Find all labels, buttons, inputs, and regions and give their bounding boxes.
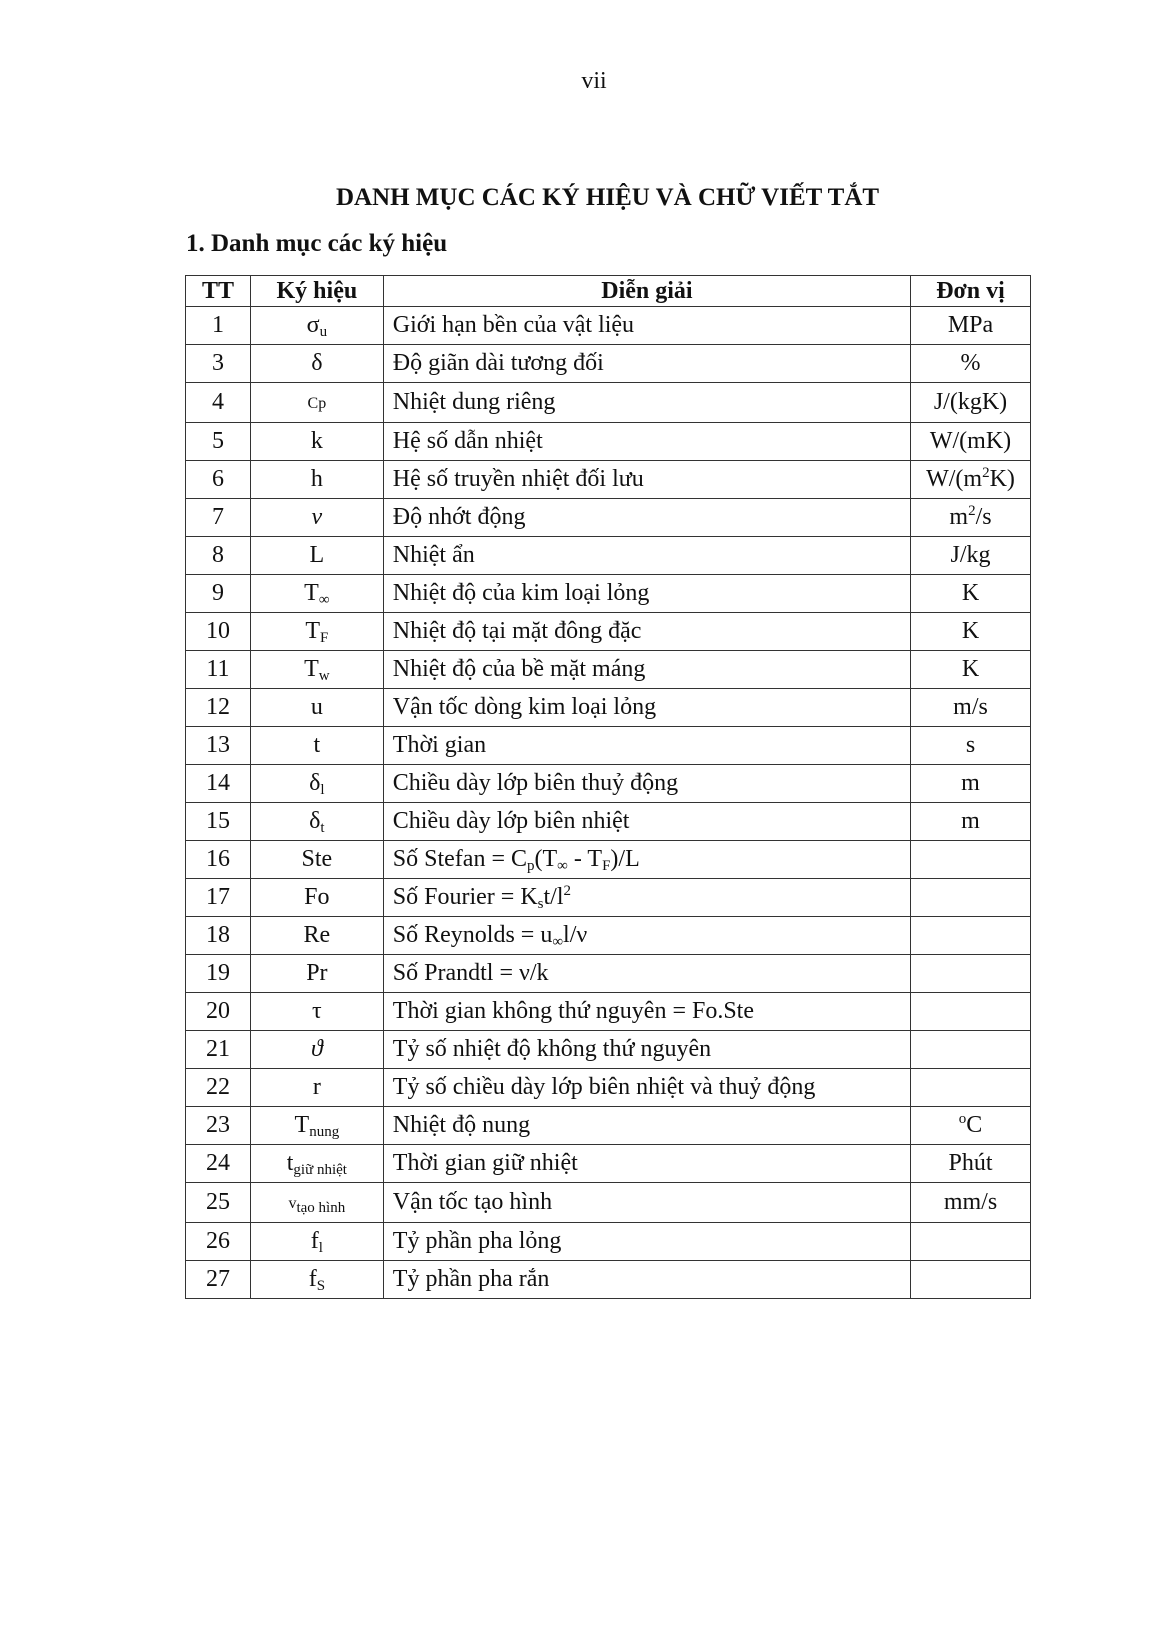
page-number: vii [581,68,607,94]
text-part: T [304,656,319,682]
cell-symbol [250,765,383,803]
table-row [186,307,1031,345]
text-part: Thời gian giữ nhiệt [392,1150,578,1176]
text-part: Chiều dày lớp biên thuỷ động [392,770,679,796]
table-row [186,955,1031,993]
table-row [186,345,1031,383]
subscript: tạo hình [296,1200,346,1216]
subscript: t [320,820,325,836]
cell-description [383,575,910,613]
cell-unit [911,345,1031,383]
text-part: Số Stefan = C [392,846,527,872]
text-part: Nhiệt độ của bề mặt máng [392,656,646,682]
text-part: k [310,428,323,454]
cell-description [383,1107,910,1145]
text-part: Fo [304,884,330,910]
subscript: F [602,858,611,874]
cell-unit [911,803,1031,841]
cell-unit [911,993,1031,1031]
subscript: s [537,896,544,912]
header-tt: TT [186,276,251,307]
table-row [186,689,1031,727]
cell-symbol [250,499,383,537]
cell-description [383,1223,910,1261]
cell-description [383,917,910,955]
cell-symbol [250,955,383,993]
cell-description [383,765,910,803]
text-part: C [966,1112,983,1138]
table-row [186,1223,1031,1261]
cell-tt: 27 [186,1261,251,1299]
table-row [186,651,1031,689]
text-part: /s [975,504,992,530]
table-row [186,1031,1031,1069]
text-part: Nhiệt độ nung [392,1112,531,1138]
text-part: J/(kgK) [933,389,1008,415]
subscript: nung [309,1124,340,1140]
cell-unit [911,727,1031,765]
text-part: Pr [306,960,328,986]
cell-unit [911,765,1031,803]
superscript: 2 [563,883,572,899]
text-part: T [304,580,319,606]
cell-symbol [250,613,383,651]
cell-symbol [250,1031,383,1069]
cell-symbol [250,841,383,879]
table-header-row [186,276,1031,307]
section-heading: 1. Danh mục các ký hiệu [186,230,448,257]
cell-tt: 24 [186,1145,251,1183]
table-row [186,879,1031,917]
cell-tt: 11 [186,651,251,689]
cell-description [383,423,910,461]
text-part: Cp [307,395,327,412]
text-part: T [294,1112,310,1138]
text-part: Chiều dày lớp biên nhiệt [392,808,630,834]
text-part: (T [534,846,558,872]
header-description: Diễn giải [383,276,910,307]
cell-unit [911,1223,1031,1261]
cell-description [383,803,910,841]
table-row [186,1069,1031,1107]
text-part: t/l [543,884,564,910]
table-row [186,917,1031,955]
table-row [186,841,1031,879]
subscript: p [526,858,535,874]
table-row [186,575,1031,613]
text-part: W/(m [926,466,983,492]
cell-unit [911,1145,1031,1183]
cell-symbol [250,993,383,1031]
table-row [186,1145,1031,1183]
cell-symbol [250,345,383,383]
text-part: K [961,618,980,644]
text-part: Nhiệt độ tại mặt đông đặc [392,618,642,644]
cell-description [383,993,910,1031]
superscript: o [958,1111,967,1127]
text-part: J/kg [950,542,991,568]
text-part: ν [311,504,323,530]
cell-description [383,841,910,879]
table-row [186,1107,1031,1145]
text-part: l/ν [563,922,588,948]
cell-unit [911,537,1031,575]
cell-description [383,383,910,423]
cell-unit [911,955,1031,993]
text-part: Vận tốc tạo hình [392,1189,553,1215]
page-title: DANH MỤC CÁC KÝ HIỆU VÀ CHỮ VIẾT TẮT [335,184,880,211]
cell-tt: 17 [186,879,251,917]
text-part: Tỷ số nhiệt độ không thứ nguyên [392,1036,712,1062]
cell-tt: 12 [186,689,251,727]
table-row [186,461,1031,499]
cell-tt: 22 [186,1069,251,1107]
text-part: Thời gian không thứ nguyên = Fo.Ste [392,998,754,1024]
cell-symbol [250,879,383,917]
cell-tt: 19 [186,955,251,993]
text-part: Nhiệt độ của kim loại lỏng [392,580,650,606]
cell-symbol [250,307,383,345]
cell-symbol [250,1069,383,1107]
table-row [186,499,1031,537]
text-part: t [286,1150,294,1176]
cell-symbol [250,689,383,727]
cell-symbol [250,461,383,499]
cell-tt: 21 [186,1031,251,1069]
cell-description [383,1261,910,1299]
text-part: Vận tốc dòng kim loại lỏng [392,694,657,720]
text-part: u [310,694,323,720]
text-part: Số Prandtl = ν/k [392,960,549,986]
cell-tt: 7 [186,499,251,537]
text-part: r [312,1074,321,1100]
cell-tt: 5 [186,423,251,461]
cell-symbol [250,803,383,841]
cell-unit [911,423,1031,461]
text-part: h [310,466,323,492]
cell-tt: 16 [186,841,251,879]
cell-unit [911,383,1031,423]
text-part: δ [311,350,323,376]
text-part: Tỷ số chiều dày lớp biên nhiệt và thuỷ động [392,1074,816,1100]
subscript: ∞ [318,592,330,608]
cell-unit [911,1183,1031,1223]
cell-symbol [250,1107,383,1145]
cell-tt: 1 [186,307,251,345]
cell-unit [911,307,1031,345]
subscript: S [316,1278,326,1294]
text-part: T [305,618,321,644]
cell-description [383,461,910,499]
text-part: mm/s [943,1189,998,1215]
cell-description [383,955,910,993]
text-part: MPa [947,312,994,338]
cell-description [383,689,910,727]
header-symbol: Ký hiệu [250,276,383,307]
cell-symbol [250,1183,383,1223]
text-part: Hệ số dẫn nhiệt [392,428,543,454]
cell-symbol [250,917,383,955]
cell-tt: 15 [186,803,251,841]
cell-symbol [250,651,383,689]
subscript: F [320,630,329,646]
cell-symbol [250,383,383,423]
text-part: Re [303,922,331,948]
cell-unit [911,917,1031,955]
table-row [186,383,1031,423]
cell-unit [911,1107,1031,1145]
table-row [186,765,1031,803]
text-part: Số Reynolds = u [392,922,553,948]
cell-tt: 4 [186,383,251,423]
text-part: W/(mK) [929,428,1012,454]
cell-unit [911,613,1031,651]
text-part: τ [312,998,322,1024]
text-part: - T [567,846,603,872]
cell-tt: 25 [186,1183,251,1223]
text-part: )/L [610,846,640,872]
subscript: u [319,324,328,340]
cell-description [383,651,910,689]
text-part: K [961,580,980,606]
cell-tt: 26 [186,1223,251,1261]
cell-tt: 20 [186,993,251,1031]
text-part: s [965,732,976,758]
cell-tt: 8 [186,537,251,575]
cell-unit [911,651,1031,689]
subscript: w [318,668,330,684]
cell-symbol [250,575,383,613]
cell-unit [911,841,1031,879]
text-part: f [310,1228,319,1254]
table-row [186,993,1031,1031]
cell-symbol [250,1223,383,1261]
subscript: l [318,1240,323,1256]
text-part: K [961,656,980,682]
superscript: 2 [982,465,990,481]
text-part: Phút [948,1150,993,1176]
cell-unit [911,499,1031,537]
text-part: Ste [301,846,333,872]
cell-unit [911,461,1031,499]
cell-description [383,345,910,383]
text-part: Giới hạn bền của vật liệu [392,312,635,338]
cell-symbol [250,1261,383,1299]
cell-symbol [250,1145,383,1183]
cell-description [383,1145,910,1183]
text-part: m [961,808,980,834]
subscript: ∞ [557,858,568,874]
cell-symbol [250,537,383,575]
cell-description [383,879,910,917]
cell-unit [911,1031,1031,1069]
text-part: σ [306,312,320,338]
table-row [186,1183,1031,1223]
text-part: % [960,350,981,376]
text-part: v [288,1195,297,1212]
superscript: 2 [968,503,976,519]
text-part: Độ giãn dài tương đối [392,350,604,376]
cell-tt: 13 [186,727,251,765]
table-row [186,727,1031,765]
cell-tt: 9 [186,575,251,613]
cell-description [383,1031,910,1069]
cell-tt: 3 [186,345,251,383]
cell-tt: 23 [186,1107,251,1145]
cell-tt: 14 [186,765,251,803]
table-row [186,537,1031,575]
text-part: f [308,1266,317,1292]
cell-unit [911,575,1031,613]
header-unit: Đơn vị [911,276,1031,307]
text-part: δ [309,808,321,834]
text-part: m [961,770,980,796]
subscript: l [320,782,325,798]
cell-description [383,537,910,575]
cell-unit [911,1261,1031,1299]
subscript: giữ nhiệt [293,1162,347,1178]
text-part: Thời gian [392,732,487,758]
symbols-table [185,275,1031,1299]
cell-symbol [250,727,383,765]
cell-tt: 18 [186,917,251,955]
text-part: Hệ số truyền nhiệt đối lưu [392,466,644,492]
text-part: Tỷ phần pha rắn [392,1266,550,1292]
text-part: Tỷ phần pha lỏng [392,1228,562,1254]
cell-description [383,1069,910,1107]
cell-description [383,613,910,651]
text-part: K) [989,466,1015,492]
text-part: t [313,732,321,758]
cell-symbol [250,423,383,461]
cell-unit [911,879,1031,917]
text-part: ϑ [310,1036,323,1062]
cell-unit [911,1069,1031,1107]
subscript: ∞ [552,934,564,950]
cell-description [383,307,910,345]
cell-tt: 6 [186,461,251,499]
text-part: m/s [953,694,988,720]
text-part: Nhiệt dung riêng [392,389,556,415]
cell-description [383,499,910,537]
text-part: Độ nhớt động [392,504,526,530]
cell-description [383,727,910,765]
table-row [186,423,1031,461]
text-part: L [309,542,325,568]
text-part: Nhiệt ẩn [392,542,475,568]
cell-description [383,1183,910,1223]
cell-tt: 10 [186,613,251,651]
table-row [186,803,1031,841]
table-row [186,1261,1031,1299]
text-part: m [949,504,969,530]
cell-unit [911,689,1031,727]
text-part: δ [309,770,321,796]
text-part: Số Fourier = K [392,884,538,910]
table-row [186,613,1031,651]
